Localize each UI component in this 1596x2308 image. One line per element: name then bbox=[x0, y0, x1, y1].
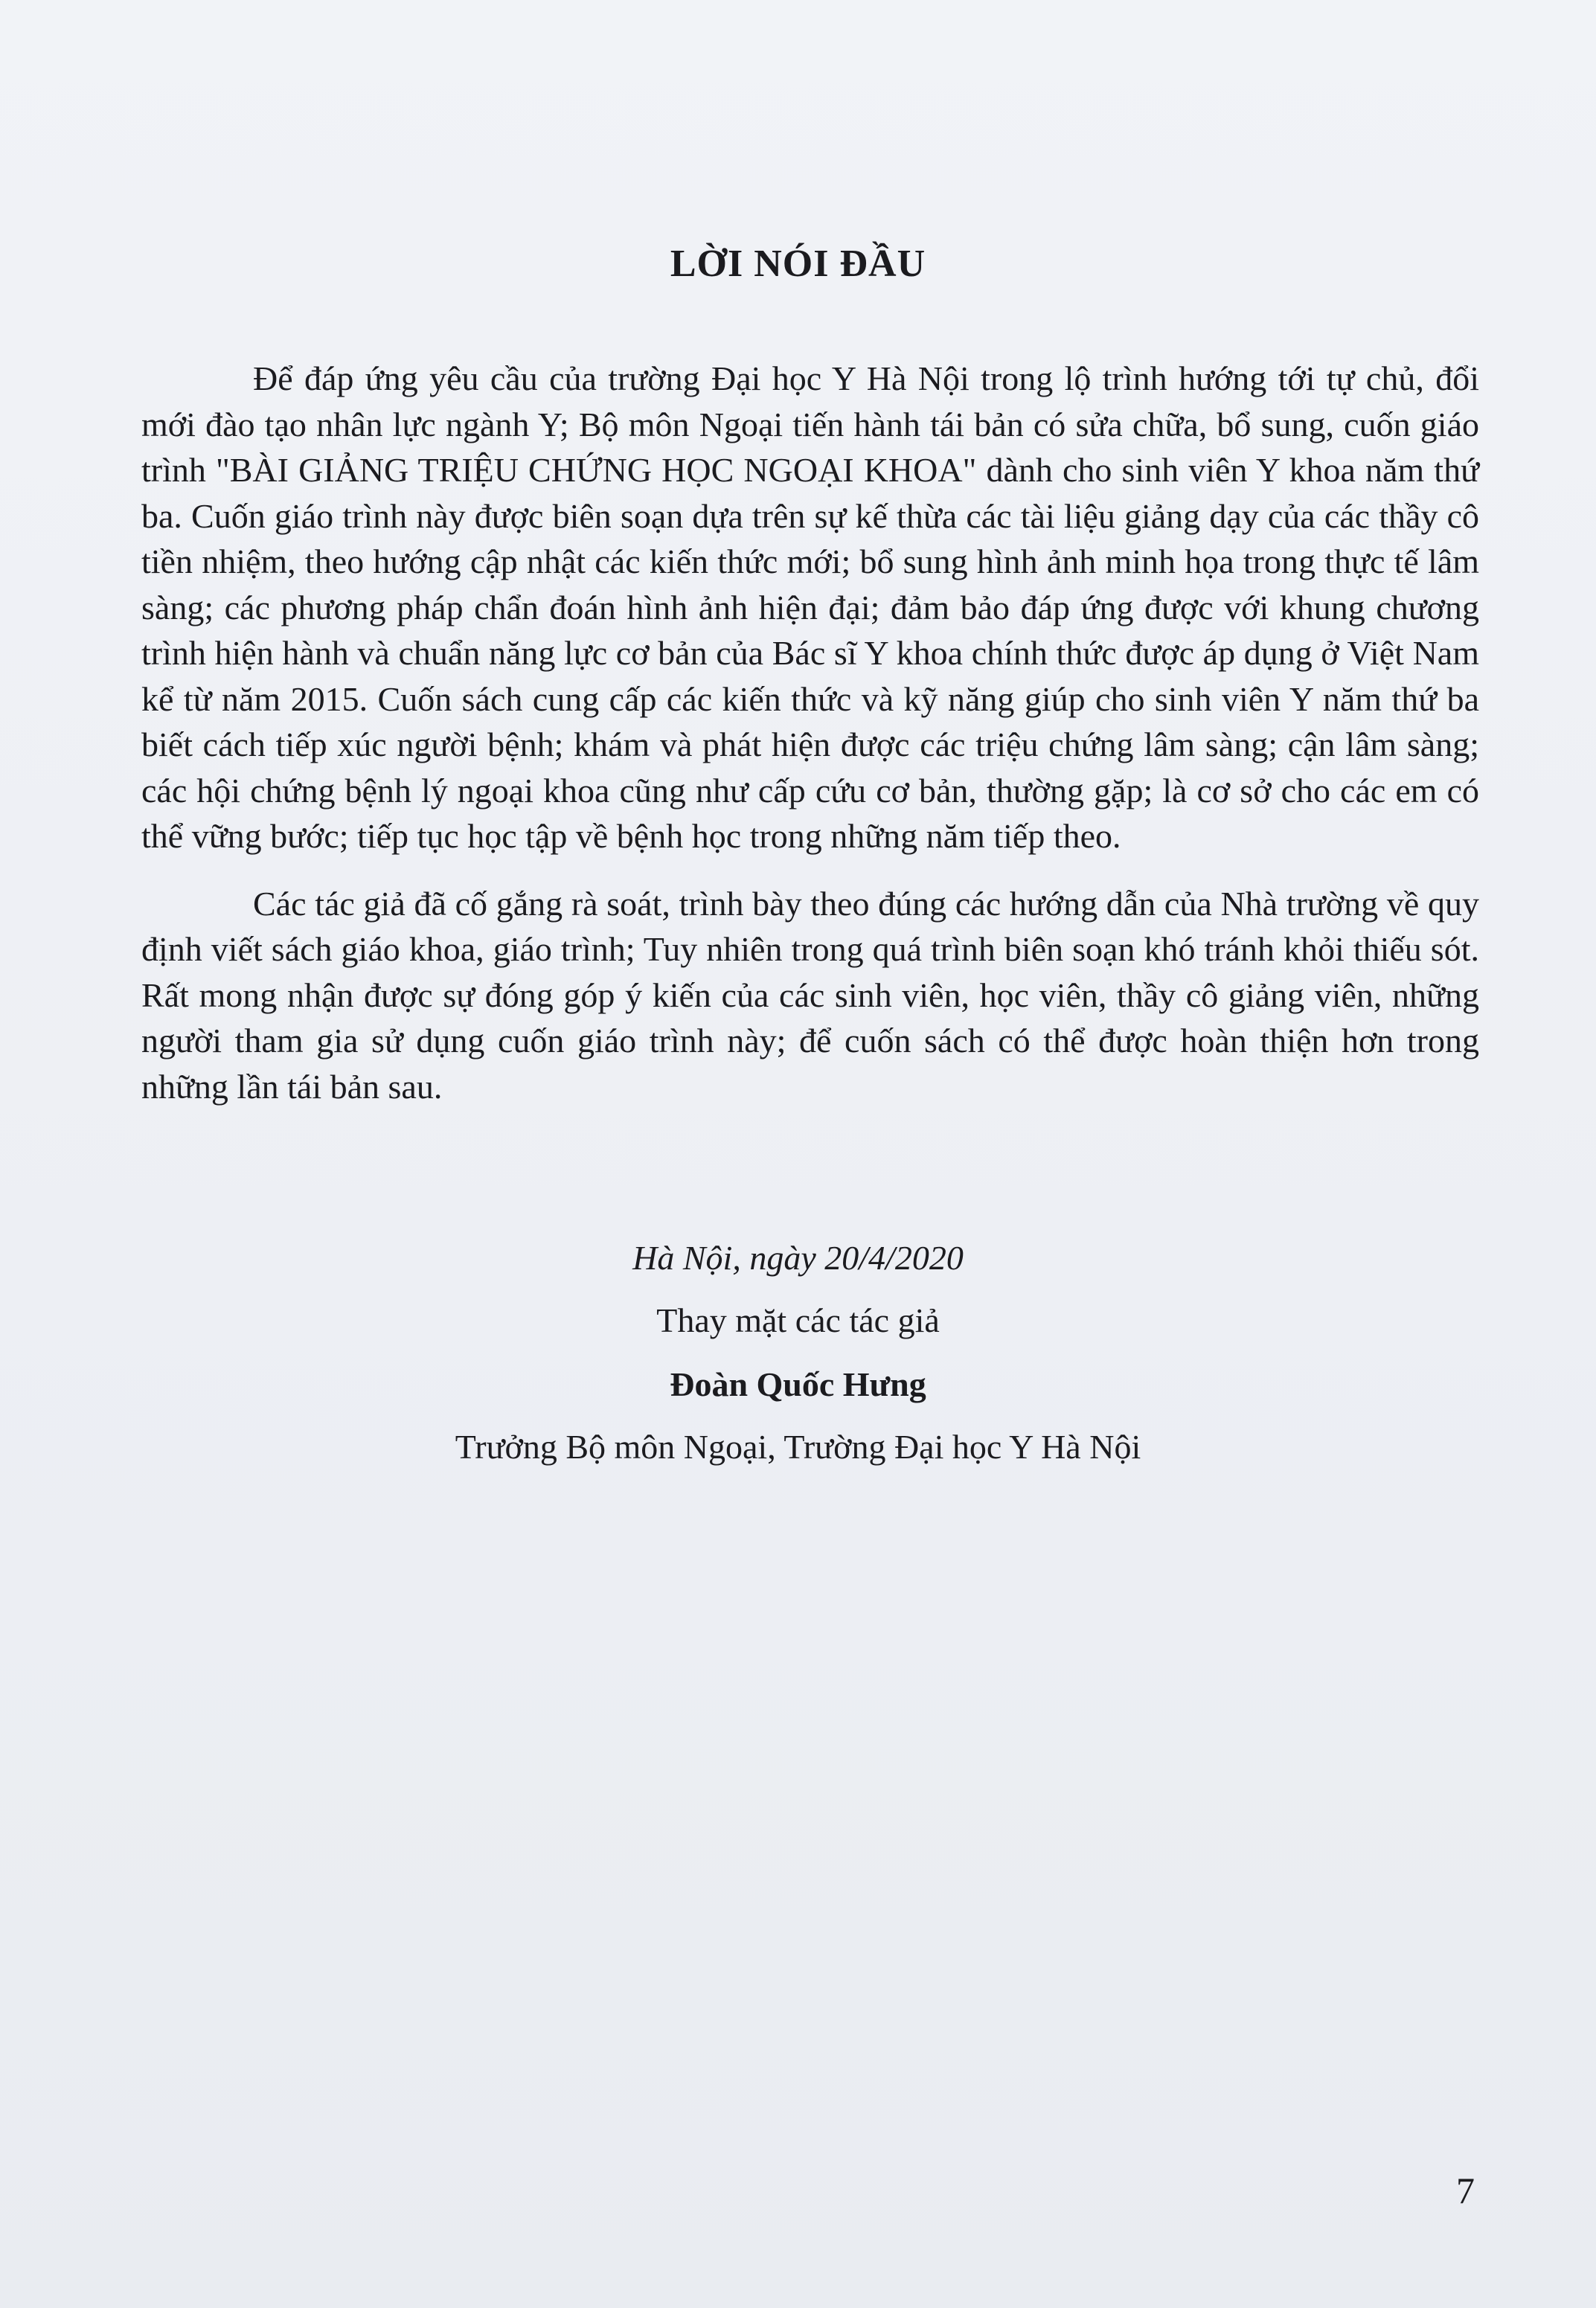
page-title: LỜI NÓI ĐẦU bbox=[670, 243, 926, 285]
signature-name: Đoàn Quốc Hưng bbox=[670, 1365, 926, 1403]
paragraph-2: Các tác giả đã cố gắng rà soát, trình bày theo đúng các hướng dẫn của Nhà trường về quy định viết sách giáo khoa, giáo trình; Tuy nhiên trong quá trình biên soạn khó tránh khỏi thiếu sót. Rất mong nhận được sự đóng góp ý kiến của các sinh viên, học viên, thầy cô giảng viên, những người tham gia sử dụng cuốn giáo trình này; để cuốn sách có thể được hoàn thiện hơn trong những lần tái bản sau. bbox=[141, 884, 1479, 1106]
preface-body bbox=[141, 356, 1479, 1109]
page-number: 7 bbox=[1456, 2170, 1475, 2211]
signature-on-behalf: Thay mặt các tác giả bbox=[656, 1301, 940, 1339]
signature-date: Hà Nội, ngày 20/4/2020 bbox=[632, 1239, 964, 1277]
paragraph-1: Để đáp ứng yêu cầu của trường Đại học Y Hà Nội trong lộ trình hướng tới tự chủ, đổi mới đào tạo nhân lực ngành Y; Bộ môn Ngoại tiến hành tái bản có sửa chữa, bổ sung, cuốn giáo trình "BÀI GIẢNG TRIỆU CHỨNG HỌC NGOẠI KHOA" dành cho sinh viên Y khoa năm thứ ba. Cuốn giáo trình này được biên soạn dựa trên sự kế thừa các tài liệu giảng dạy của các thầy cô tiền nhiệm, theo hướng cập nhật các kiến thức mới; bổ sung hình ảnh minh họa trong thực tế lâm sàng; các phương pháp chẩn đoán hình ảnh hiện đại; đảm bảo đáp ứng được với khung chương trình hiện hành và chuẩn năng lực cơ bản của Bác sĩ Y khoa chính thức được áp dụng ở Việt Nam kể từ năm 2015. Cuốn sách cung cấp các kiến thức và kỹ năng giúp cho sinh viên Y năm thứ ba biết cách tiếp xúc người bệnh; khám và phát hiện được các triệu chứng lâm sàng; cận lâm sàng; các hội chứng bệnh lý ngoại khoa cũng như cấp cứu cơ bản, thường gặp; là cơ sở cho các em có thể vững bước; tiếp tục học tập về bệnh học trong những năm tiếp theo. bbox=[141, 359, 1479, 855]
signature-role: Trưởng Bộ môn Ngoại, Trường Đại học Y Hà Nội bbox=[455, 1428, 1141, 1466]
